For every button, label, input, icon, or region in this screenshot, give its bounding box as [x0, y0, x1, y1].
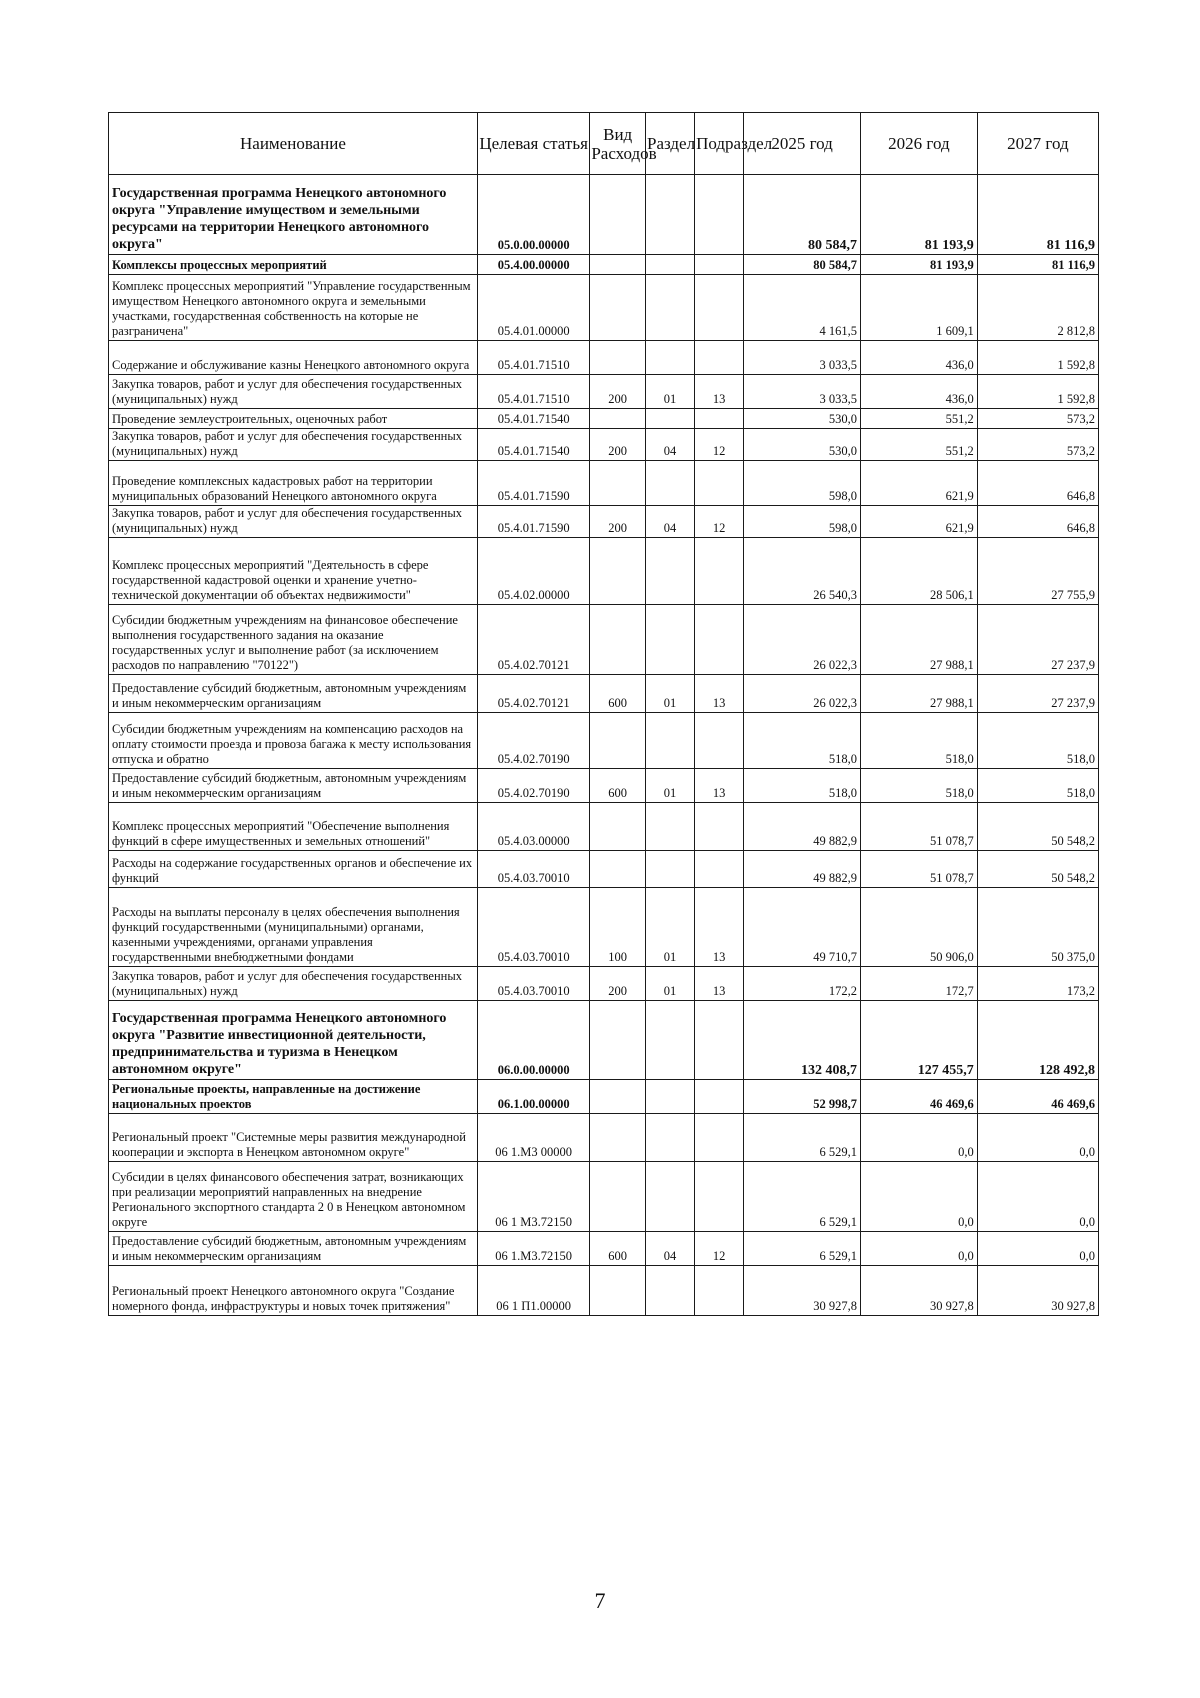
- amount-2026-cell: 621,9: [861, 506, 978, 538]
- table-body: [109, 175, 1099, 1316]
- row-name-cell: Региональный проект Ненецкого автономного округа "Создание номерного фонда, инфраструктуры и новых точек притяжения": [109, 1266, 478, 1316]
- amount-2027-cell: 27 755,9: [977, 538, 1098, 605]
- amount-2026-cell: 27 988,1: [861, 675, 978, 713]
- subsection-cell: [695, 803, 744, 851]
- target-article-cell: 05.4.03.00000: [477, 803, 589, 851]
- amount-2027-cell: 46 469,6: [977, 1080, 1098, 1114]
- amount-2025-cell: 6 529,1: [744, 1232, 861, 1266]
- row-name-cell: Закупка товаров, работ и услуг для обеспечения государственных (муниципальных) нужд: [109, 375, 478, 409]
- row-name-cell: Проведение землеустроительных, оценочных работ: [109, 409, 478, 429]
- amount-2027-cell: 518,0: [977, 769, 1098, 803]
- table-row: [109, 341, 1099, 375]
- header-target-article: Целевая статья: [477, 113, 589, 175]
- target-article-cell: 05.4.01.71540: [477, 409, 589, 429]
- expense-type-cell: [590, 1001, 646, 1080]
- table-row: [109, 1162, 1099, 1232]
- section-cell: [646, 275, 695, 341]
- subsection-cell: [695, 1266, 744, 1316]
- row-name-cell: Региональные проекты, направленные на достижение национальных проектов: [109, 1080, 478, 1114]
- amount-2026-cell: 172,7: [861, 967, 978, 1001]
- amount-2027-cell: 573,2: [977, 409, 1098, 429]
- target-article-cell: 06.1.00.00000: [477, 1080, 589, 1114]
- row-name-cell: Проведение комплексных кадастровых работ на территории муниципальных образований Ненецкого автономного округа: [109, 461, 478, 506]
- expense-type-cell: [590, 175, 646, 255]
- subsection-cell: 13: [695, 769, 744, 803]
- amount-2027-cell: 81 116,9: [977, 175, 1098, 255]
- amount-2027-cell: 173,2: [977, 967, 1098, 1001]
- amount-2027-cell: 0,0: [977, 1232, 1098, 1266]
- table-row: [109, 175, 1099, 255]
- row-name-cell: Субсидии бюджетным учреждениям на финансовое обеспечение выполнения государственного задания на оказание государственных услуг и выполнение работ (за исключением расходов по направлению "70122"): [109, 605, 478, 675]
- expense-type-cell: [590, 275, 646, 341]
- amount-2026-cell: 1 609,1: [861, 275, 978, 341]
- target-article-cell: 05.4.01.71590: [477, 506, 589, 538]
- amount-2027-cell: 50 375,0: [977, 888, 1098, 967]
- expense-type-cell: [590, 713, 646, 769]
- amount-2026-cell: 27 988,1: [861, 605, 978, 675]
- amount-2026-cell: 436,0: [861, 375, 978, 409]
- table-row: [109, 713, 1099, 769]
- subsection-cell: 13: [695, 375, 744, 409]
- row-name-cell: Содержание и обслуживание казны Ненецкого автономного округа: [109, 341, 478, 375]
- amount-2027-cell: 1 592,8: [977, 341, 1098, 375]
- subsection-cell: [695, 605, 744, 675]
- amount-2025-cell: 80 584,7: [744, 175, 861, 255]
- section-cell: 01: [646, 967, 695, 1001]
- section-cell: 01: [646, 675, 695, 713]
- amount-2026-cell: 28 506,1: [861, 538, 978, 605]
- amount-2027-cell: 0,0: [977, 1114, 1098, 1162]
- subsection-cell: 12: [695, 429, 744, 461]
- target-article-cell: 06.0.00.00000: [477, 1001, 589, 1080]
- section-cell: [646, 1114, 695, 1162]
- expense-type-cell: 600: [590, 675, 646, 713]
- target-article-cell: 05.4.01.71590: [477, 461, 589, 506]
- subsection-cell: [695, 409, 744, 429]
- expense-type-cell: [590, 409, 646, 429]
- target-article-cell: 05.4.01.71510: [477, 375, 589, 409]
- expense-type-cell: 600: [590, 1232, 646, 1266]
- row-name-cell: Субсидии в целях финансового обеспечения затрат, возникающих при реализации мероприятий направленных на внедрение Регионального экспортного стандарта 2 0 в Ненецком автономном округе: [109, 1162, 478, 1232]
- subsection-cell: [695, 538, 744, 605]
- amount-2025-cell: 530,0: [744, 409, 861, 429]
- amount-2025-cell: 3 033,5: [744, 375, 861, 409]
- section-cell: 04: [646, 1232, 695, 1266]
- amount-2025-cell: 49 710,7: [744, 888, 861, 967]
- subsection-cell: [695, 461, 744, 506]
- table-row: [109, 888, 1099, 967]
- section-cell: [646, 1266, 695, 1316]
- section-cell: [646, 175, 695, 255]
- budget-table: [108, 112, 1099, 1316]
- row-name-cell: Государственная программа Ненецкого автономного округа "Развитие инвестиционной деятельности, предпринимательства и туризма в Ненецком автономном округе": [109, 1001, 478, 1080]
- amount-2025-cell: 49 882,9: [744, 851, 861, 888]
- row-name-cell: Предоставление субсидий бюджетным, автономным учреждениям и иным некоммерческим организациям: [109, 1232, 478, 1266]
- target-article-cell: 05.4.01.71540: [477, 429, 589, 461]
- table-row: [109, 506, 1099, 538]
- table-row: [109, 851, 1099, 888]
- amount-2025-cell: 3 033,5: [744, 341, 861, 375]
- header-2025: 2025 год: [744, 113, 861, 175]
- amount-2026-cell: 50 906,0: [861, 888, 978, 967]
- row-name-cell: Комплексы процессных мероприятий: [109, 255, 478, 275]
- table-row: [109, 429, 1099, 461]
- header-name: Наименование: [109, 113, 478, 175]
- header-section: Раздел: [646, 113, 695, 175]
- subsection-cell: [695, 255, 744, 275]
- target-article-cell: 06 1.М3.72150: [477, 1232, 589, 1266]
- subsection-cell: [695, 851, 744, 888]
- amount-2027-cell: 0,0: [977, 1162, 1098, 1232]
- subsection-cell: [695, 175, 744, 255]
- table-row: [109, 769, 1099, 803]
- subsection-cell: 13: [695, 967, 744, 1001]
- header-2027: 2027 год: [977, 113, 1098, 175]
- amount-2025-cell: 6 529,1: [744, 1114, 861, 1162]
- amount-2025-cell: 26 022,3: [744, 675, 861, 713]
- expense-type-cell: 200: [590, 429, 646, 461]
- expense-type-cell: 200: [590, 967, 646, 1001]
- target-article-cell: 05.4.02.70121: [477, 605, 589, 675]
- section-cell: [646, 713, 695, 769]
- row-name-cell: Предоставление субсидий бюджетным, автономным учреждениям и иным некоммерческим организациям: [109, 675, 478, 713]
- section-cell: [646, 341, 695, 375]
- table-row: [109, 1232, 1099, 1266]
- amount-2026-cell: 30 927,8: [861, 1266, 978, 1316]
- section-cell: 04: [646, 506, 695, 538]
- section-cell: 01: [646, 769, 695, 803]
- row-name-cell: Комплекс процессных мероприятий "Обеспечение выполнения функций в сфере имущественных и земельных отношений": [109, 803, 478, 851]
- expense-type-cell: [590, 803, 646, 851]
- expense-type-cell: [590, 1114, 646, 1162]
- target-article-cell: 05.4.01.00000: [477, 275, 589, 341]
- section-cell: [646, 461, 695, 506]
- amount-2025-cell: 172,2: [744, 967, 861, 1001]
- amount-2026-cell: 51 078,7: [861, 851, 978, 888]
- expense-type-cell: [590, 605, 646, 675]
- amount-2027-cell: 1 592,8: [977, 375, 1098, 409]
- target-article-cell: 05.4.02.70121: [477, 675, 589, 713]
- amount-2025-cell: 518,0: [744, 769, 861, 803]
- expense-type-cell: 200: [590, 506, 646, 538]
- section-cell: [646, 1162, 695, 1232]
- section-cell: [646, 1001, 695, 1080]
- amount-2026-cell: 518,0: [861, 769, 978, 803]
- amount-2025-cell: 80 584,7: [744, 255, 861, 275]
- header-expense-type: Вид Расходов: [590, 113, 646, 175]
- subsection-cell: [695, 1162, 744, 1232]
- target-article-cell: 05.4.03.70010: [477, 851, 589, 888]
- amount-2025-cell: 518,0: [744, 713, 861, 769]
- section-cell: [646, 538, 695, 605]
- amount-2027-cell: 50 548,2: [977, 803, 1098, 851]
- expense-type-cell: 200: [590, 375, 646, 409]
- section-cell: [646, 409, 695, 429]
- amount-2026-cell: 436,0: [861, 341, 978, 375]
- amount-2027-cell: 646,8: [977, 461, 1098, 506]
- table-row: [109, 605, 1099, 675]
- amount-2026-cell: 127 455,7: [861, 1001, 978, 1080]
- amount-2027-cell: 30 927,8: [977, 1266, 1098, 1316]
- amount-2025-cell: 132 408,7: [744, 1001, 861, 1080]
- section-cell: [646, 605, 695, 675]
- row-name-cell: Расходы на выплаты персоналу в целях обеспечения выполнения функций государственными (муниципальными) органами, казенными учреждениями, органами управления государственными внебюджетными фондами: [109, 888, 478, 967]
- amount-2025-cell: 49 882,9: [744, 803, 861, 851]
- table-row: [109, 1001, 1099, 1080]
- amount-2025-cell: 30 927,8: [744, 1266, 861, 1316]
- amount-2025-cell: 598,0: [744, 461, 861, 506]
- target-article-cell: 06 1.М3 00000: [477, 1114, 589, 1162]
- target-article-cell: 05.4.03.70010: [477, 967, 589, 1001]
- header-2026: 2026 год: [861, 113, 978, 175]
- section-cell: [646, 255, 695, 275]
- subsection-cell: 12: [695, 1232, 744, 1266]
- table-row: [109, 375, 1099, 409]
- target-article-cell: 06 1 М3.72150: [477, 1162, 589, 1232]
- subsection-cell: [695, 1001, 744, 1080]
- target-article-cell: 05.4.03.70010: [477, 888, 589, 967]
- section-cell: [646, 1080, 695, 1114]
- amount-2026-cell: 51 078,7: [861, 803, 978, 851]
- target-article-cell: 05.4.01.71510: [477, 341, 589, 375]
- amount-2026-cell: 621,9: [861, 461, 978, 506]
- amount-2025-cell: 52 998,7: [744, 1080, 861, 1114]
- amount-2026-cell: 551,2: [861, 409, 978, 429]
- expense-type-cell: [590, 255, 646, 275]
- page-number: 7: [594, 1588, 606, 1613]
- subsection-cell: 13: [695, 888, 744, 967]
- subsection-cell: [695, 1080, 744, 1114]
- amount-2027-cell: 646,8: [977, 506, 1098, 538]
- table-row: [109, 967, 1099, 1001]
- amount-2025-cell: 26 022,3: [744, 605, 861, 675]
- target-article-cell: 05.4.00.00000: [477, 255, 589, 275]
- subsection-cell: [695, 275, 744, 341]
- target-article-cell: 05.0.00.00000: [477, 175, 589, 255]
- table-row: [109, 1114, 1099, 1162]
- amount-2027-cell: 518,0: [977, 713, 1098, 769]
- row-name-cell: Закупка товаров, работ и услуг для обеспечения государственных (муниципальных) нужд: [109, 506, 478, 538]
- amount-2026-cell: 81 193,9: [861, 255, 978, 275]
- row-name-cell: Комплекс процессных мероприятий "Управление государственным имуществом Ненецкого автономного округа и земельными участками, государственная собственность на которые не разграничена": [109, 275, 478, 341]
- expense-type-cell: [590, 341, 646, 375]
- table-row: [109, 409, 1099, 429]
- section-cell: [646, 851, 695, 888]
- section-cell: 04: [646, 429, 695, 461]
- table-row: [109, 275, 1099, 341]
- amount-2027-cell: 2 812,8: [977, 275, 1098, 341]
- row-name-cell: Закупка товаров, работ и услуг для обеспечения государственных (муниципальных) нужд: [109, 429, 478, 461]
- subsection-cell: [695, 341, 744, 375]
- amount-2026-cell: 0,0: [861, 1114, 978, 1162]
- amount-2026-cell: 551,2: [861, 429, 978, 461]
- section-cell: [646, 803, 695, 851]
- section-cell: 01: [646, 375, 695, 409]
- row-name-cell: Закупка товаров, работ и услуг для обеспечения государственных (муниципальных) нужд: [109, 967, 478, 1001]
- amount-2026-cell: 0,0: [861, 1232, 978, 1266]
- target-article-cell: 05.4.02.70190: [477, 713, 589, 769]
- amount-2025-cell: 26 540,3: [744, 538, 861, 605]
- subsection-cell: 13: [695, 675, 744, 713]
- table-row: [109, 538, 1099, 605]
- header-subsection: Подраздел: [695, 113, 744, 175]
- target-article-cell: 05.4.02.70190: [477, 769, 589, 803]
- expense-type-cell: [590, 1266, 646, 1316]
- table-row: [109, 675, 1099, 713]
- table-row: [109, 1080, 1099, 1114]
- amount-2026-cell: 518,0: [861, 713, 978, 769]
- row-name-cell: Субсидии бюджетным учреждениям на компенсацию расходов на оплату стоимости проезда и провоза багажа к месту использования отпуска и обратно: [109, 713, 478, 769]
- subsection-cell: 12: [695, 506, 744, 538]
- amount-2026-cell: 0,0: [861, 1162, 978, 1232]
- table-row: [109, 255, 1099, 275]
- row-name-cell: Региональный проект "Системные меры развития международной кооперации и экспорта в Ненецком автономном округе": [109, 1114, 478, 1162]
- row-name-cell: Комплекс процессных мероприятий "Деятельность в сфере государственной кадастровой оценки и хранение учетно-технической документации об объектах недвижимости": [109, 538, 478, 605]
- expense-type-cell: 100: [590, 888, 646, 967]
- amount-2026-cell: 46 469,6: [861, 1080, 978, 1114]
- expense-type-cell: 600: [590, 769, 646, 803]
- subsection-cell: [695, 713, 744, 769]
- target-article-cell: 05.4.02.00000: [477, 538, 589, 605]
- header-row: [109, 113, 1099, 175]
- amount-2027-cell: 573,2: [977, 429, 1098, 461]
- expense-type-cell: [590, 1162, 646, 1232]
- amount-2025-cell: 6 529,1: [744, 1162, 861, 1232]
- amount-2027-cell: 128 492,8: [977, 1001, 1098, 1080]
- amount-2025-cell: 4 161,5: [744, 275, 861, 341]
- row-name-cell: Государственная программа Ненецкого автономного округа "Управление имуществом и земельными ресурсами на территории Ненецкого автономного округа": [109, 175, 478, 255]
- target-article-cell: 06 1 П1.00000: [477, 1266, 589, 1316]
- row-name-cell: Расходы на содержание государственных органов и обеспечение их функций: [109, 851, 478, 888]
- amount-2025-cell: 598,0: [744, 506, 861, 538]
- expense-type-cell: [590, 538, 646, 605]
- amount-2027-cell: 27 237,9: [977, 675, 1098, 713]
- section-cell: 01: [646, 888, 695, 967]
- expense-type-cell: [590, 1080, 646, 1114]
- expense-type-cell: [590, 851, 646, 888]
- amount-2025-cell: 530,0: [744, 429, 861, 461]
- table-row: [109, 1266, 1099, 1316]
- table-row: [109, 461, 1099, 506]
- subsection-cell: [695, 1114, 744, 1162]
- table-row: [109, 803, 1099, 851]
- amount-2027-cell: 81 116,9: [977, 255, 1098, 275]
- amount-2026-cell: 81 193,9: [861, 175, 978, 255]
- expense-type-cell: [590, 461, 646, 506]
- amount-2027-cell: 50 548,2: [977, 851, 1098, 888]
- row-name-cell: Предоставление субсидий бюджетным, автономным учреждениям и иным некоммерческим организациям: [109, 769, 478, 803]
- amount-2027-cell: 27 237,9: [977, 605, 1098, 675]
